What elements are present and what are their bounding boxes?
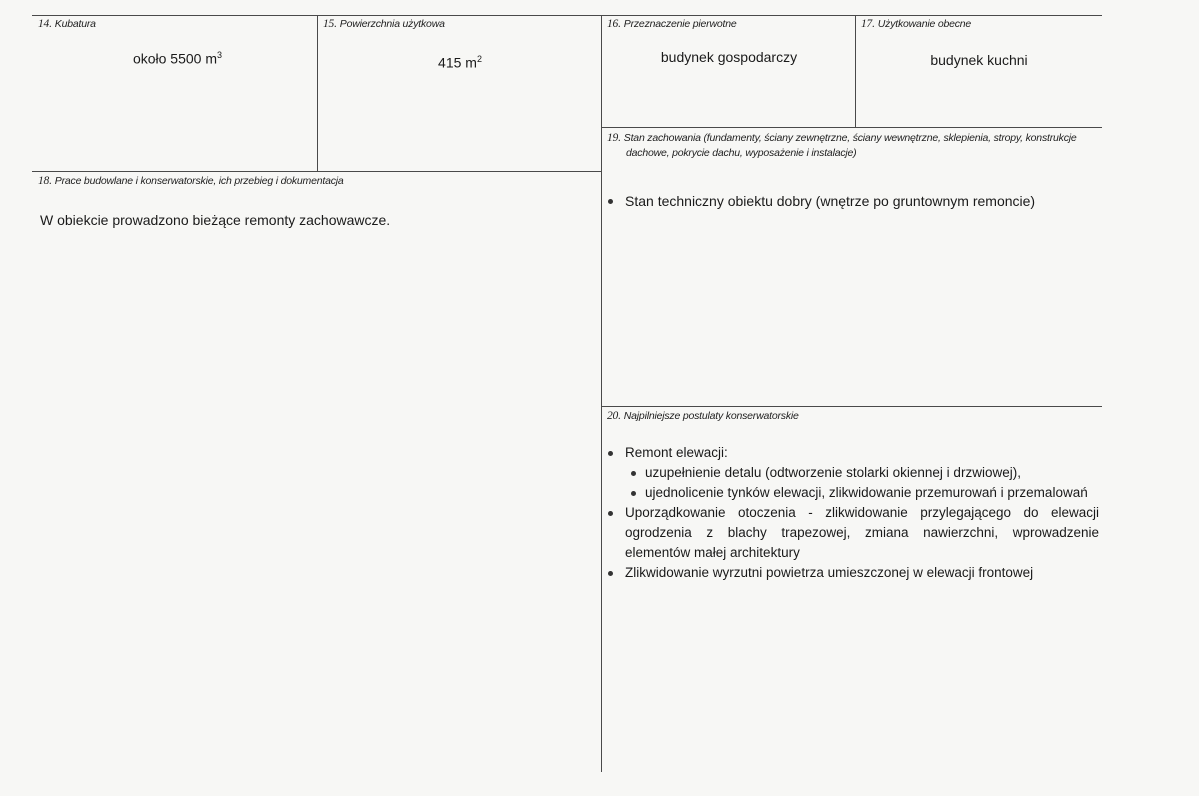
- field-15-label: 15. Powierzchnia użytkowa: [323, 18, 445, 30]
- line-17-19: [601, 127, 1102, 128]
- divider-left-right: [601, 15, 602, 772]
- field-19-list: [605, 191, 1100, 211]
- field-16-value: budynek gospodarczy: [660, 49, 798, 65]
- line-19-20: [601, 406, 1102, 407]
- field-18-label: 18. Prace budowlane i konserwatorskie, ich przebieg i dokumentacja: [38, 175, 344, 187]
- field-14-label: 14. Kubatura: [38, 18, 96, 30]
- list-subitem: uzupełnienie detalu (odtworzenie stolarki okiennej i drzwiowej),: [605, 463, 1099, 483]
- divider-16-17: [855, 15, 856, 127]
- line-15-18: [32, 171, 601, 172]
- list-item: Uporządkowanie otoczenia - zlikwidowanie przylegającego do elewacji ogrodzenia z blachy trapezowej, zmiana nawierzchni, wprowadzenie elementów małej architektury: [605, 503, 1099, 563]
- field-19-label: 19. Stan zachowania (fundamenty, ściany zewnętrzne, ściany wewnętrzne, sklepienia, stropy, konstrukcje dachowe, pokrycie dachu, wyposażenie i instalacje): [607, 132, 1077, 159]
- field-17-value: budynek kuchni: [930, 52, 1028, 68]
- field-15-value: 415 $m^2$: [438, 54, 482, 71]
- field-20-label: 20. Najpilniejsze postulaty konserwatorskie: [607, 410, 799, 422]
- list-subitem: ujednolicenie tynków elewacji, zlikwidowanie przemurowań i przemalowań: [605, 483, 1099, 503]
- field-16-label: 16. Przeznaczenie pierwotne: [607, 18, 737, 30]
- field-17-label: 17. Użytkowanie obecne: [861, 18, 972, 30]
- field-18-text: W obiekcie prowadzono bieżące remonty zachowawcze.: [40, 212, 391, 228]
- list-item: Remont elewacji:: [605, 443, 1099, 463]
- list-item: Zlikwidowanie wyrzutni powietrza umieszczonej w elewacji frontowej: [605, 563, 1099, 583]
- divider-14-15: [317, 15, 318, 171]
- list-item: Stan techniczny obiektu dobry (wnętrze po gruntownym remoncie): [605, 191, 1100, 211]
- field-14-value: około 5500 $m^3$: [132, 50, 223, 67]
- top-border: [32, 15, 1102, 16]
- field-20-list: [605, 443, 1099, 583]
